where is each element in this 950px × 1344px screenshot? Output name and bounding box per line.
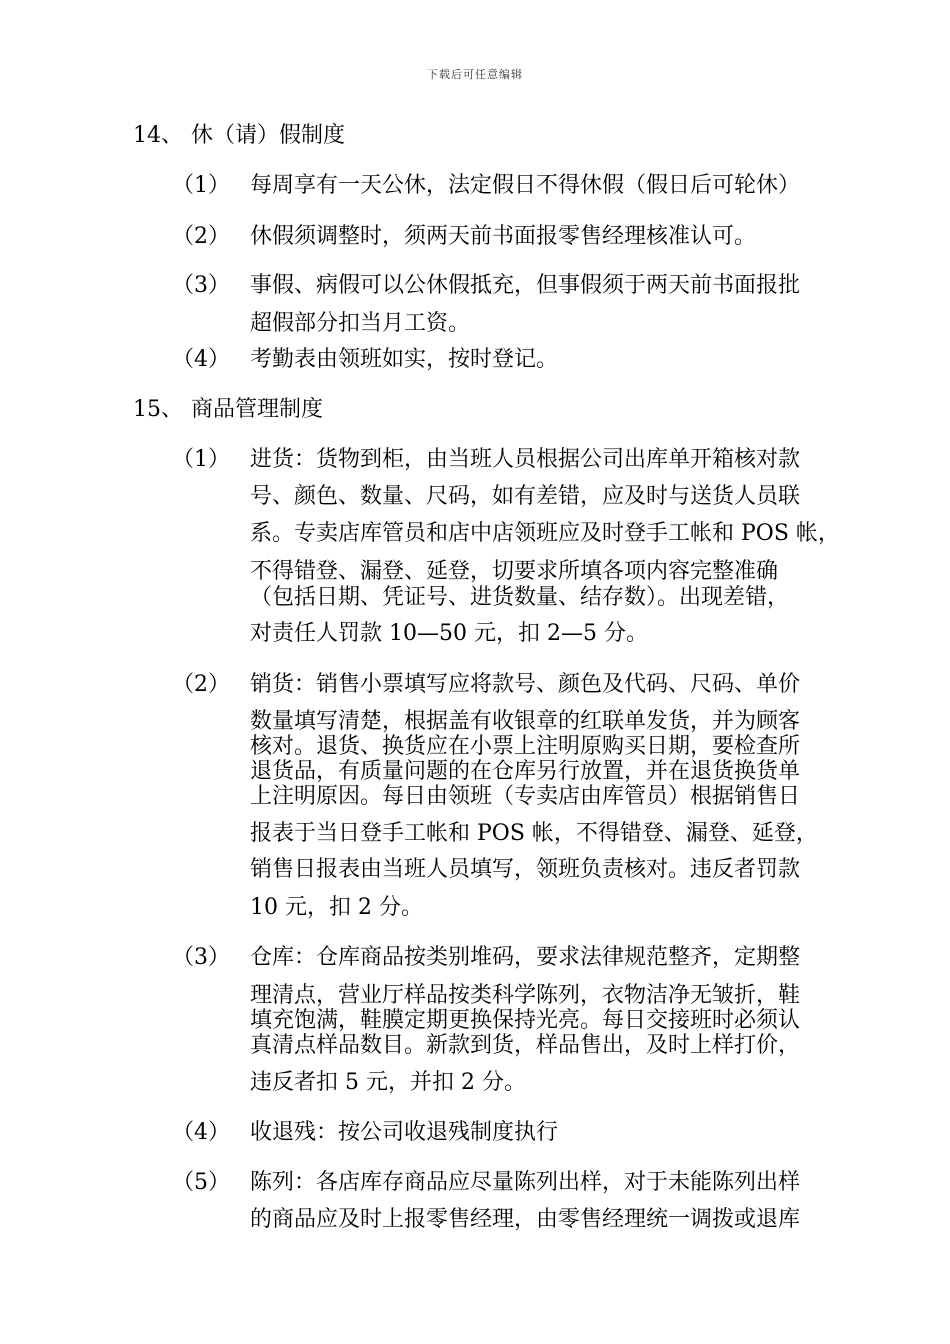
item-text-line: 销售日报表由当班人员填写，领班负责核对。违反者罚款: [250, 857, 801, 882]
item-text-line: 对责任人罚款 10—50 元，扣 2—5 分。: [250, 621, 648, 646]
item-text-line: 真清点样品数目。新款到货，样品售出，及时上样打价，: [250, 1033, 801, 1058]
section-title: 商品管理制度: [191, 397, 324, 422]
item-text-line: 休假须调整时，须两天前书面报零售经理核准认可。: [250, 224, 757, 249]
item-text-line: 每周享有一天公休，法定假日不得休假（假日后可轮休）: [250, 173, 801, 198]
item-text-line: 考勤表由领班如实，按时登记。: [250, 347, 559, 372]
item-text-line: 核对。退货、换货应在小票上注明原购买日期，要检查所: [250, 734, 801, 759]
item-text-line: 销货：销售小票填写应将款号、颜色及代码、尺码、单价: [250, 672, 801, 697]
item-text-line: 填充饱满，鞋膜定期更换保持光亮。每日交接班时必须认: [250, 1008, 801, 1033]
item-text-line: 仓库：仓库商品按类别堆码，要求法律规范整齐，定期整: [250, 945, 801, 970]
item-number: （3）: [172, 273, 230, 298]
item-text-line: 退货品，有质量问题的在仓库另行放置，并在退货换货单: [250, 759, 801, 784]
item-text-line: 不得错登、漏登、延登，切要求所填各项内容完整准确: [250, 559, 779, 584]
item-text-line: 收退残：按公司收退残制度执行: [250, 1120, 559, 1145]
page-header: 下载后可任意编辑: [427, 68, 523, 81]
item-text-line: 系。专卖店库管员和店中店领班应及时登手工帐和 POS 帐，: [250, 521, 840, 546]
item-text-line: 报表于当日登手工帐和 POS 帐，不得错登、漏登、延登，: [250, 821, 818, 846]
item-number: （5）: [172, 1170, 230, 1195]
section-heading-15: [133, 397, 323, 423]
item-text-line: 陈列：各店库存商品应尽量陈列出样，对于未能陈列出样: [250, 1170, 801, 1195]
item-text-line: （包括日期、凭证号、进货数量、结存数）。出现差错，: [250, 585, 790, 610]
item-number: （4）: [172, 347, 230, 372]
section-heading-14: [133, 123, 345, 149]
item-number: （2）: [172, 224, 230, 249]
item-text-line: 事假、病假可以公休假抵充，但事假须于两天前书面报批: [250, 273, 801, 298]
item-text-line: 上注明原因。每日由领班（专卖店由库管员）根据销售日: [250, 784, 801, 809]
item-number: （4）: [172, 1120, 230, 1145]
section-title: 休（请）假制度: [191, 123, 346, 148]
item-text-line: 理清点，营业厅样品按类科学陈列，衣物洁净无皱折，鞋: [250, 983, 801, 1008]
section-number: 15、: [133, 397, 183, 422]
item-text-line: 的商品应及时上报零售经理，由零售经理统一调拨或退库: [250, 1207, 801, 1232]
item-number: （2）: [172, 672, 230, 697]
item-number: （3）: [172, 945, 230, 970]
item-text-line: 10 元，扣 2 分。: [250, 895, 423, 920]
section-number: 14、: [133, 123, 183, 148]
item-number: （1）: [172, 447, 230, 472]
item-text-line: 违反者扣 5 元，并扣 2 分。: [250, 1070, 526, 1095]
item-text-line: 数量填写清楚，根据盖有收银章的红联单发货，并为顾客: [250, 709, 801, 734]
item-text-line: 进货：货物到柜，由当班人员根据公司出库单开箱核对款: [250, 447, 801, 472]
item-text-line: 号、颜色、数量、尺码，如有差错，应及时与送货人员联: [250, 484, 801, 509]
item-text-line: 超假部分扣当月工资。: [250, 311, 471, 336]
item-number: （1）: [172, 173, 230, 198]
